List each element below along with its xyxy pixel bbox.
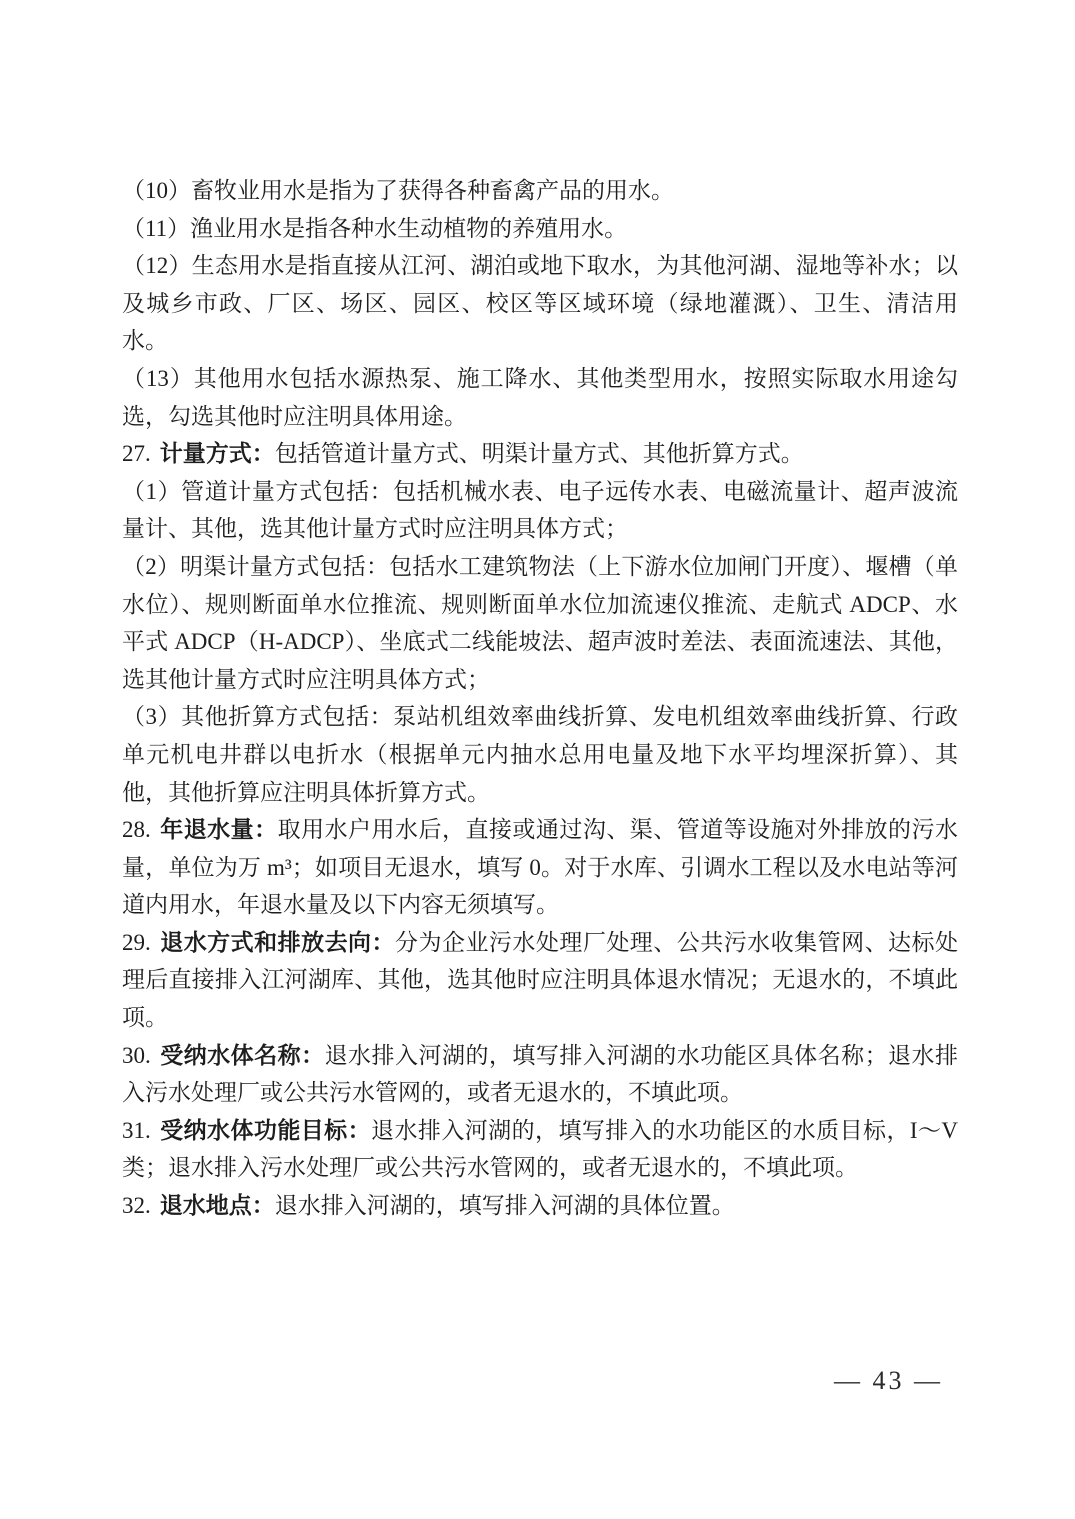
item-number: 30. xyxy=(122,1042,151,1068)
paragraph-sub-12 xyxy=(122,247,958,360)
item-body: （2）明渠计量方式包括：包括水工建筑物法（上下游水位加闸门开度）、堰槽（单水位）、规则断面单水位推流、规则断面单水位加流速仪推流、走航式 ADCP、水平式 ADCP（H-ADCP）、坐底式二线能坡法、超声波时差法、表面流速法、其他，选其他计量方式时应注明具体方式； xyxy=(122,553,958,692)
item-number: 28. xyxy=(122,817,151,843)
item-number: 32. xyxy=(122,1193,151,1219)
paragraph-item-31 xyxy=(122,1112,958,1187)
item-label: 受纳水体功能目标： xyxy=(159,1117,372,1143)
item-body: 分为企业污水处理厂处理、公共污水收集管网、达标处理后直接排入江河湖库、其他，选其他时应注明具体退水情况；无退水的，不填此项。 xyxy=(122,929,959,1031)
paragraph-sub-1 xyxy=(122,473,958,548)
paragraph-sub-10 xyxy=(122,172,958,210)
document-text-block xyxy=(122,172,958,1225)
item-body: 退水排入河湖的，填写排入河湖的具体位置。 xyxy=(274,1193,735,1219)
item-body: （1）管道计量方式包括：包括机械水表、电子远传水表、电磁流量计、超声波流量计、其他，选其他计量方式时应注明具体方式； xyxy=(122,478,958,542)
item-number: 27. xyxy=(122,441,151,467)
page-number: — 43 — xyxy=(834,1366,943,1395)
item-body: 取用水户用水后，直接或通过沟、渠、管道等设施对外排放的污水量，单位为万 m³；如项目无退水，填写 0。对于水库、引调水工程以及水电站等河道内用水，年退水量及以下内容无须填写。 xyxy=(122,817,959,918)
paragraph-sub-13 xyxy=(122,360,958,435)
paragraph-item-28 xyxy=(122,811,958,924)
item-number: 31. xyxy=(122,1117,151,1143)
item-body: （10）畜牧业用水是指为了获得各种畜禽产品的用水。 xyxy=(122,178,674,203)
item-body: 包括管道计量方式、明渠计量方式、其他折算方式。 xyxy=(274,441,804,467)
item-body: （11）渔业用水是指各种水生动植物的养殖用水。 xyxy=(122,215,628,241)
paragraph-item-32 xyxy=(122,1187,958,1225)
item-label: 受纳水体名称： xyxy=(159,1042,325,1068)
item-label: 年退水量： xyxy=(159,817,278,843)
item-body: 退水排入河湖的，填写排入河湖的水功能区具体名称；退水排入污水处理厂或公共污水管网的，或者无退水的，不填此项。 xyxy=(122,1042,959,1106)
item-body: 退水排入河湖的，填写排入的水功能区的水质目标，I～V 类；退水排入污水处理厂或公共污水管网的，或者无退水的，不填此项。 xyxy=(122,1117,958,1181)
paragraph-sub-2 xyxy=(122,548,958,698)
paragraph-item-30 xyxy=(122,1037,958,1112)
paragraph-item-29 xyxy=(122,924,958,1037)
paragraph-sub-11 xyxy=(122,210,958,248)
item-body: （13）其他用水包括水源热泵、施工降水、其他类型用水，按照实际取水用途勾选，勾选其他时应注明具体用途。 xyxy=(122,365,958,429)
item-label: 退水地点： xyxy=(159,1193,275,1219)
paragraph-item-27 xyxy=(122,435,958,473)
paragraph-sub-3 xyxy=(122,698,958,811)
item-body: （12）生态用水是指直接从江河、湖泊或地下取水，为其他河湖、湿地等补水；以及城乡市政、厂区、场区、园区、校区等区域环境（绿地灌溉）、卫生、清洁用水。 xyxy=(122,253,958,354)
item-body: （3）其他折算方式包括：泵站机组效率曲线折算、发电机组效率曲线折算、行政单元机电井群以电折水（根据单元内抽水总用电量及地下水平均埋深折算）、其他，其他折算应注明具体折算方式。 xyxy=(122,704,958,805)
item-number: 29. xyxy=(122,929,151,955)
item-label: 退水方式和排放去向： xyxy=(159,929,396,955)
item-label: 计量方式： xyxy=(159,441,275,467)
